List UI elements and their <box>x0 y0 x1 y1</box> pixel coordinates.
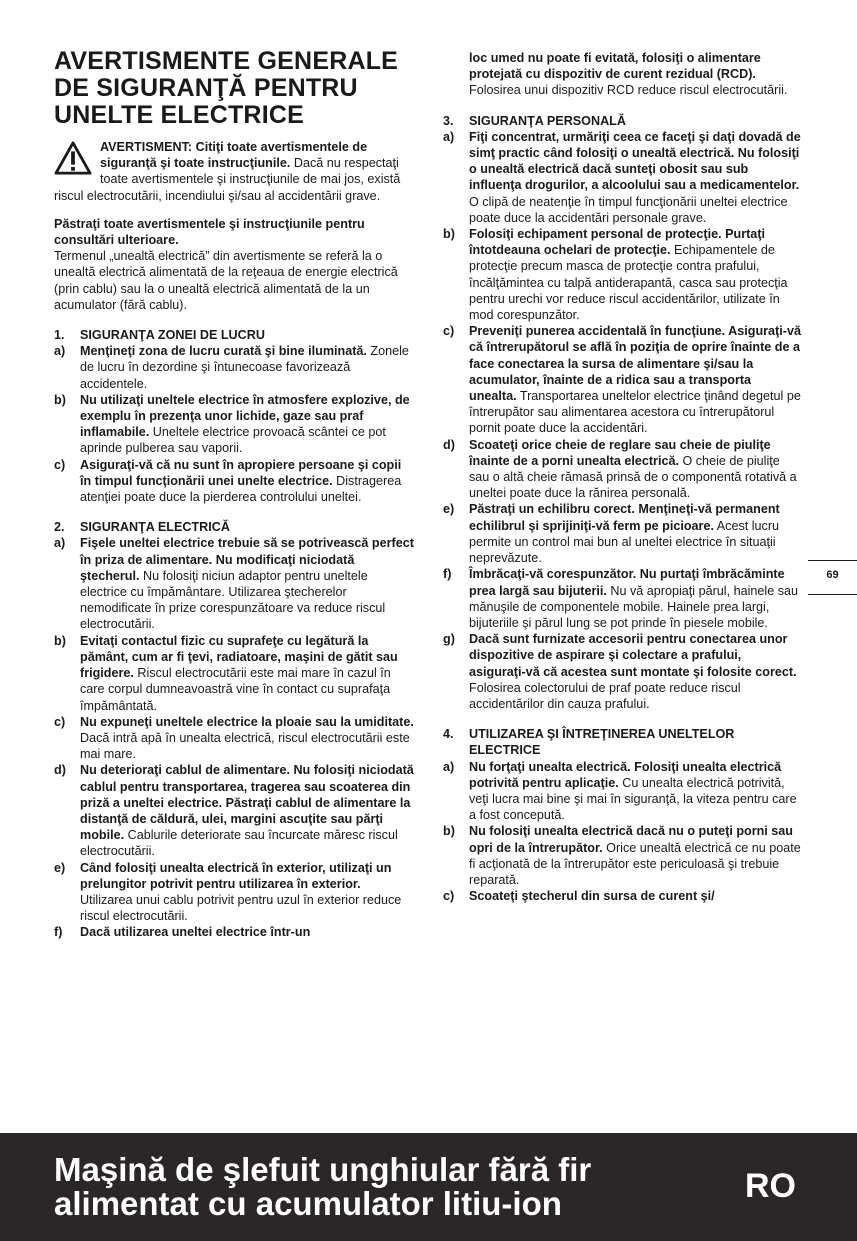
item-letter: f) <box>54 925 63 940</box>
list-item <box>54 633 414 714</box>
item-text: Orice unealtă electrică ce nu poate fi acţionată de la întrerupător este periculoasă şi trebuie reparată. <box>469 840 801 887</box>
list-item <box>443 226 801 323</box>
item-bold: Scoateţi ştecherul din sursa de curent şi/ <box>469 889 715 904</box>
item-letter: d) <box>54 763 66 778</box>
list-item <box>443 631 801 712</box>
item-bold: Preveniţi punerea accidentală în funcţiune. Asiguraţi-vă că întrerupătorul se află în poziţia de oprire înainte de a face conectarea la sursa de alimentare şi/sau la acumulator, înainte de a ridica sau a transporta unealta. <box>469 324 801 404</box>
item-bold: Nu expuneţi uneltele electrice la ploaie sau la umiditate. <box>80 714 414 729</box>
item-body <box>469 823 801 888</box>
section <box>443 113 801 713</box>
item-bold: Scoateţi orice cheie de reglare sau cheie de piuliţe înainte de a porni unealta electrică. <box>469 437 771 468</box>
item-body <box>469 631 801 712</box>
list-item <box>443 437 801 502</box>
item-bold: Nu utilizaţi uneltele electrice în atmosfere explozive, de exemplu în prezenţa unor lichide, gaze sau praf inflamabile. <box>80 392 410 440</box>
item-letter: a) <box>54 344 66 359</box>
list-item <box>443 759 801 824</box>
item-text: Zonele de lucru în dezordine şi întunecoase favorizează accidentele. <box>80 344 409 391</box>
item-text: Cablurile deteriorate sau încurcate măresc riscul electrocutării. <box>80 828 398 859</box>
item-letter: e) <box>443 502 455 517</box>
section <box>54 519 414 940</box>
section-title <box>54 519 414 535</box>
item-text: Utilizarea unui cablu potrivit pentru uzul în exterior reduce riscul electrocutării. <box>80 892 402 924</box>
warning-triangle-icon <box>54 141 92 175</box>
item-body <box>469 323 801 436</box>
item-bold: Fişele uneltei electrice trebuie să se potrivească perfect în priza de alimentare. Nu modificaţi niciodată ştecherul. <box>80 536 414 583</box>
item-letter: c) <box>443 324 455 339</box>
warning-bold: AVERTISMENT: Citiţi toate avertismentele de siguranţă şi toate instrucţiunile. <box>100 140 368 171</box>
item-letter: b) <box>443 227 455 242</box>
item-bold: Nu forţaţi unealta electrică. Folosiţi unealta electrică potrivită pentru aplicaţie. <box>469 759 782 790</box>
item-bold: Nu folosiţi unealta electrică dacă nu o puteţi porni sau opri de la întrerupător. <box>469 824 793 855</box>
language-code: RO <box>745 1167 796 1205</box>
item-text: Distragerea atenţiei poate duce la pierderea controlului uneltei. <box>80 473 402 505</box>
list-item <box>443 501 801 566</box>
item-text: Transportarea uneltelor electrice ţinând degetul pe întrerupător sau alimentarea acestora cu întrerupătorul pornit poate duce la accidentări. <box>469 389 801 436</box>
item-bold: Asiguraţi-vă că nu sunt în apropiere persoane şi copii în timpul funcţionării unei unelte electrice. <box>80 457 402 488</box>
list-item <box>54 343 414 392</box>
item-body <box>80 343 414 392</box>
item-letter: b) <box>54 633 66 648</box>
list-item <box>54 714 414 763</box>
list-item <box>54 535 414 632</box>
item-letter: g) <box>443 632 455 647</box>
section-title <box>443 113 801 129</box>
keep-instructions <box>54 216 414 313</box>
section-number: 2. <box>54 520 65 535</box>
item-bold: Când folosiţi unealta electrică în exterior, utilizaţi un prelungitor potrivit pentru utilizarea în exterior. <box>80 860 392 891</box>
item-bold: Menţineţi zona de lucru curată şi bine iluminată. <box>80 344 367 359</box>
right-sections <box>443 113 801 905</box>
list-item <box>54 924 414 940</box>
page-number-rule-top <box>808 560 857 561</box>
item-body <box>469 759 801 824</box>
item-body <box>469 501 801 566</box>
item-bold: Evitaţi contactul fizic cu suprafeţe cu legătură la pământ, cum ar fi ţevi, radiatoare, maşini de gătit sau frigidere. <box>80 633 398 681</box>
right-column <box>443 50 801 904</box>
section <box>443 726 801 904</box>
list-item <box>54 457 414 506</box>
item-bold: Folosiţi echipament personal de protecţie. Purtaţi întotdeauna ochelari de protecţie. <box>469 227 766 258</box>
item-text: Nu vă apropiaţi părul, hainele sau mănuşile de componentele mobile. Hainele prea largi, bijuteriile şi părul lung se pot prinde în piesele mobile. <box>469 583 799 630</box>
section-title-text: SIGURANŢA ELECTRICĂ <box>80 520 230 535</box>
list-item <box>54 392 414 457</box>
item-text: Dacă intră apă în unealta electrică, riscul electrocutării este mai mare. <box>80 730 410 762</box>
list-item <box>443 566 801 631</box>
item-text: Uneltele electrice provoacă scântei ce pot aprinde pulberea sau vaporii. <box>80 425 386 456</box>
item-letter: d) <box>443 437 455 452</box>
item-text: Folosirea colectorului de praf poate reduce riscul accidentărilor din cauza prafului. <box>469 680 741 711</box>
item-text: Acest lucru permite un control mai bun al uneltei electrice în situaţii neprevăzute. <box>469 518 780 566</box>
item-letter: f) <box>443 567 452 582</box>
item-letter: a) <box>54 536 66 551</box>
item-bold: Dacă sunt furnizate accesorii pentru conectarea unor dispozitive de aspirare şi colectare a prafului, asiguraţi-vă că acestea sunt montate şi folosite corect. <box>469 632 797 679</box>
item-body <box>469 129 801 226</box>
list-item <box>443 323 801 436</box>
continuation-bold: loc umed nu poate fi evitată, folosiţi o alimentare protejată cu dispozitiv de curent rezidual (RCD). <box>469 51 761 82</box>
item-bold: Îmbrăcaţi-vă corespunzător. Nu purtaţi îmbrăcăminte prea largă sau bijuterii. <box>469 567 785 598</box>
list-item <box>443 129 801 226</box>
list-item <box>54 860 414 925</box>
item-body <box>469 566 801 631</box>
section-number: 4. <box>443 727 454 742</box>
section-number: 1. <box>54 328 65 343</box>
item-letter: c) <box>54 714 66 729</box>
keep-bold: Păstraţi toate avertismentele şi instrucţiunile pentru consultări ulterioare. <box>54 216 365 248</box>
item-letter: b) <box>54 392 66 407</box>
item-bold: Păstraţi un echilibru corect. Menţineţi-vă permanent echilibrul şi sprijiniţi-vă ferm pe picioare. <box>469 502 780 533</box>
item-body <box>469 888 801 904</box>
keep-body: Termenul „unealtă electrică” din avertismente se referă la o unealtă electrică alimentată de la reţeaua de energie electrică (prin cablu) sau la o unealtă electrică alimentată de la un acumulator (fără cablu). <box>54 249 398 312</box>
item-body <box>469 437 801 502</box>
warning-text <box>54 139 414 204</box>
section-number: 3. <box>443 113 454 128</box>
list-item <box>443 823 801 888</box>
continuation-text <box>443 50 801 99</box>
warning-body: Dacă nu respectaţi toate avertismentele şi instrucţiunile de mai jos, există riscul electrocutării, incendiului şi/sau al accidentării grave. <box>54 156 401 203</box>
item-text: O clipă de neatenţie în timpul funcţionării uneltei electrice poate duce la accidentări personale grave. <box>469 194 788 225</box>
item-bold: Fiţi concentrat, urmăriţi ceea ce faceţi şi daţi dovadă de simţ practic când folosiţi o unealtă electrică. Nu folosiţi o unealtă electrică dacă sunteţi obosit sau sub influenţa drogurilor, a alcoolului sau a medicamentelor. <box>469 129 801 193</box>
item-letter: c) <box>443 889 455 904</box>
item-text: Nu folosiţi niciun adaptor pentru uneltele electrice cu împământare. Utilizarea ştecherelor nemodificate în prize corespunzătoare va reduce riscul electrocutării. <box>80 568 386 632</box>
item-body <box>80 633 414 714</box>
item-bold: Dacă utilizarea uneltei electrice într-un <box>80 925 311 940</box>
item-bold: Nu deterioraţi cablul de alimentare. Nu folosiţi niciodată cablul pentru transportarea, tragerea sau scoaterea din priză a uneltei electrice. Păstraţi cablul de alimentare la distanţă de căldură, ulei, margini ascuţite sau părţi mobile. <box>80 763 414 843</box>
item-body <box>80 714 414 763</box>
item-body <box>80 924 414 940</box>
section-title-text: SIGURANŢA ZONEI DE LUCRU <box>80 328 265 343</box>
section-title-text: UTILIZAREA ŞI ÎNTREŢINEREA UNELTELOR ELECTRICE <box>469 727 735 758</box>
footer-product-title: Maşină de şlefuit unghiular fără fir alimentat cu acumulator litiu-ion <box>54 1151 592 1222</box>
warning-block <box>54 139 414 204</box>
item-text: Cu unealta electrică potrivită, veţi lucra mai bine şi mai în siguranţă, la viteza pentru care a fost concepută. <box>469 775 797 823</box>
section-title-text: SIGURANŢA PERSONALĂ <box>469 113 626 128</box>
left-column <box>54 48 414 941</box>
item-letter: a) <box>443 759 455 774</box>
item-body <box>80 535 414 632</box>
list-item <box>54 762 414 859</box>
item-text: Riscul electrocutării este mai mare în cazul în care corpul dumneavoastră vine în contact cu suprafaţa împământată. <box>80 666 391 713</box>
item-text: Echipamentele de protecţie precum masca de protecţie contra prafului, încălţămintea cu talpă antiderapantă, casca sau protecţia pentru urechi vor reduce riscul accidentărilor, utilizate în mod corespunzător. <box>469 243 788 323</box>
item-letter: c) <box>54 457 66 472</box>
item-letter: e) <box>54 860 66 875</box>
page-title: AVERTISMENTE GENERALE DE SIGURANŢĂ PENTRU UNELTE ELECTRICE <box>54 47 399 129</box>
left-sections <box>54 327 414 941</box>
item-body <box>80 457 414 506</box>
page-number-rule-bottom <box>808 594 857 595</box>
section-title <box>54 327 414 343</box>
section-title <box>443 726 801 758</box>
item-text: O cheie de piuliţe sau o altă cheie rămasă prinsă de o componentă rotativă a uneltei poate duce la rănirea personală. <box>469 453 797 501</box>
item-letter: b) <box>443 824 455 839</box>
item-body <box>80 860 414 925</box>
item-letter: a) <box>443 129 455 144</box>
list-item <box>443 888 801 904</box>
item-body <box>80 762 414 859</box>
section <box>54 327 414 505</box>
page-number: 69 <box>826 569 839 581</box>
item-body <box>469 226 801 323</box>
item-body <box>80 392 414 457</box>
continuation-body: Folosirea unui dispozitiv RCD reduce riscul electrocutării. <box>469 83 788 98</box>
